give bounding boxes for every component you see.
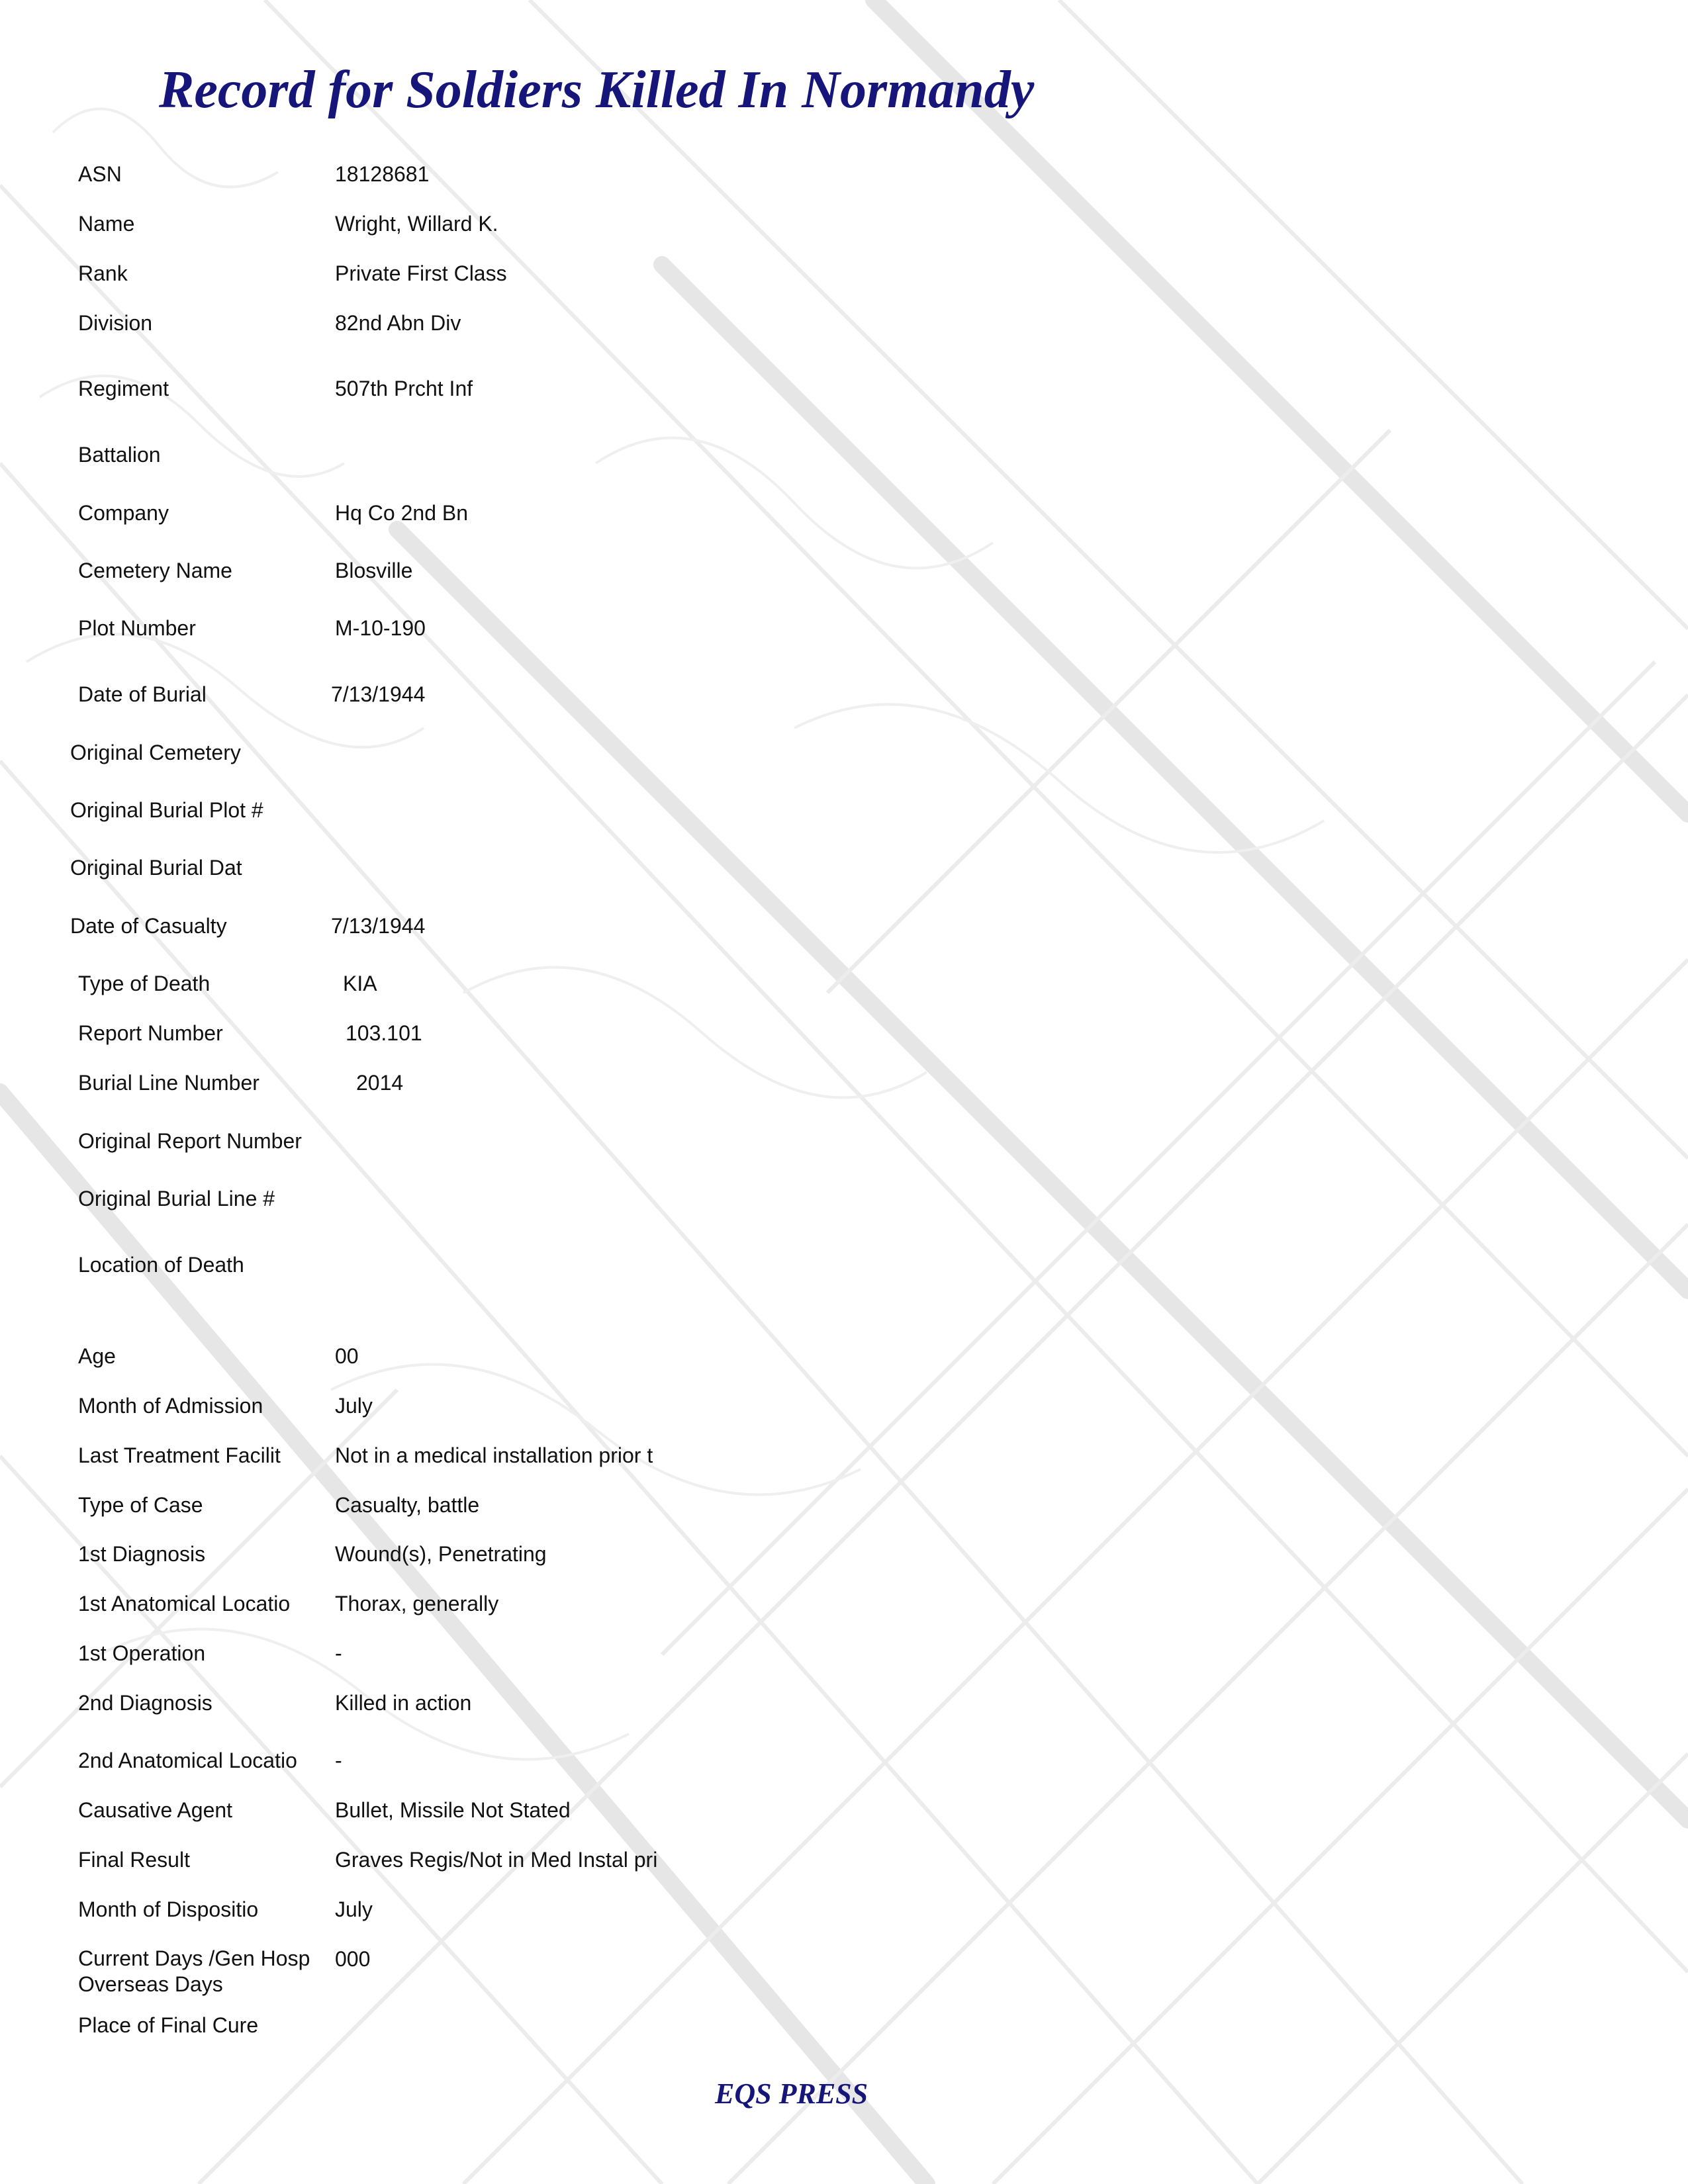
field-label: 1st Anatomical Locatio: [78, 1592, 291, 1615]
field-value: Wound(s), Penetrating: [335, 1542, 547, 1566]
field-label: Type of Death: [78, 972, 211, 995]
field-label: Cemetery Name: [78, 559, 232, 582]
field-label: Current Days /Gen Hosp Overseas Days: [78, 1946, 310, 1996]
field-label: Original Burial Line #: [78, 1187, 275, 1210]
field-label: Place of Final Cure: [78, 2013, 259, 2037]
field-label: Original Cemetery: [70, 741, 241, 764]
field-label: Date of Casualty: [70, 914, 227, 938]
field-label: ASN: [78, 162, 122, 186]
field-label: Battalion: [78, 443, 161, 467]
field-label: Original Burial Plot #: [70, 798, 263, 822]
field-label: Final Result: [78, 1848, 190, 1872]
field-label: Type of Case: [78, 1493, 203, 1517]
field-label: Month of Admission: [78, 1394, 263, 1418]
field-label: Plot Number: [78, 616, 196, 640]
field-value: Killed in action: [335, 1691, 472, 1715]
field-value: -: [335, 1749, 342, 1772]
field-label: Original Burial Dat: [70, 856, 242, 880]
field-label: 2nd Anatomical Locatio: [78, 1749, 297, 1772]
field-label: Month of Dispositio: [78, 1897, 259, 1921]
field-value: Hq Co 2nd Bn: [335, 501, 469, 525]
field-value: Casualty, battle: [335, 1493, 480, 1517]
field-value: 103.101: [346, 1021, 422, 1045]
field-value: 000: [335, 1947, 371, 1971]
field-label: Last Treatment Facilit: [78, 1443, 281, 1467]
field-label: Company: [78, 501, 169, 525]
document-title: Record for Soldiers Killed In Normandy: [159, 61, 1035, 119]
field-label: 1st Diagnosis: [78, 1542, 206, 1566]
field-value: 7/13/1944: [331, 682, 426, 706]
field-label: Original Report Number: [78, 1129, 302, 1153]
field-value: Wright, Willard K.: [335, 212, 498, 236]
field-label: Regiment: [78, 377, 169, 400]
field-value: July: [335, 1394, 373, 1418]
field-value: Not in a medical installation prior t: [335, 1443, 653, 1467]
field-value: 2014: [356, 1071, 404, 1095]
field-label: Causative Agent: [78, 1798, 233, 1822]
field-value: Private First Class: [335, 261, 507, 285]
field-value: M-10-190: [335, 616, 426, 640]
field-label: 2nd Diagnosis: [78, 1691, 212, 1715]
field-value: Blosville: [335, 559, 413, 582]
field-value: 7/13/1944: [331, 914, 426, 938]
field-value: 82nd Abn Div: [335, 311, 461, 335]
field-value: -: [335, 1641, 342, 1665]
field-value: Thorax, generally: [335, 1592, 499, 1615]
field-label: Division: [78, 311, 153, 335]
field-label: 1st Operation: [78, 1641, 206, 1665]
field-value: 00: [335, 1344, 359, 1368]
publisher-footer: EQS PRESS: [715, 2077, 868, 2110]
field-label: Burial Line Number: [78, 1071, 259, 1095]
field-value: 18128681: [335, 162, 430, 186]
field-value: 507th Prcht Inf: [335, 377, 473, 400]
field-value: July: [335, 1897, 373, 1921]
field-label: Age: [78, 1344, 116, 1368]
field-value: Bullet, Missile Not Stated: [335, 1798, 571, 1822]
field-label: Rank: [78, 261, 128, 285]
field-value: KIA: [343, 972, 377, 995]
field-label: Location of Death: [78, 1253, 244, 1277]
field-value: Graves Regis/Not in Med Instal pri: [335, 1848, 658, 1872]
field-label: Report Number: [78, 1021, 223, 1045]
field-label: Name: [78, 212, 135, 236]
field-label: Date of Burial: [78, 682, 207, 706]
